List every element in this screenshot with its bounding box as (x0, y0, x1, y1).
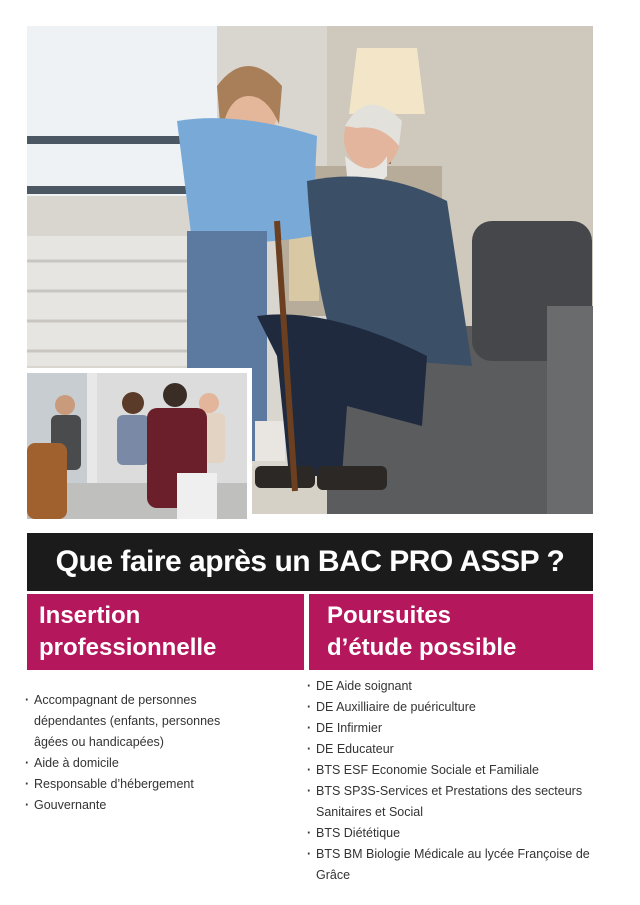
poursuites-list (307, 676, 597, 886)
heading-insertion (27, 594, 304, 670)
list-item: · Responsable d’hébergement (25, 774, 225, 795)
list-item: · DE Educateur (307, 739, 597, 760)
list-item: · DE Infirmier (307, 718, 597, 739)
list-item: · BTS Diététique (307, 823, 597, 844)
heading-insertion-line1: Insertion (39, 602, 141, 629)
list-item: · BTS ESF Economie Sociale et Familiale (307, 760, 597, 781)
page-title: Que faire après un BAC PRO ASSP ? (55, 545, 565, 578)
heading-poursuites-line1: Poursuites (327, 602, 452, 629)
list-item: · BTS SP3S-Services et Prestations des secteurs Sanitaires et Social (307, 781, 597, 823)
list-item: · Aide à domicile (25, 753, 225, 774)
title-banner (27, 533, 593, 591)
insertion-list (25, 690, 225, 816)
list-item: · BTS BM Biologie Médicale au lycée Françoise de Grâce (307, 844, 597, 886)
list-item: · DE Aide soignant (307, 676, 597, 697)
heading-poursuites-line2: d’étude possible (327, 634, 517, 661)
heading-poursuites (309, 594, 593, 670)
list-item: · DE Auxilliaire de puériculture (307, 697, 597, 718)
list-item: · Gouvernante (25, 795, 225, 816)
list-item: · Accompagnant de personnes dépendantes (enfants, personnes âgées ou handicapées) (25, 690, 225, 753)
heading-insertion-line2: professionnelle (39, 634, 217, 661)
group-photo (27, 368, 252, 519)
